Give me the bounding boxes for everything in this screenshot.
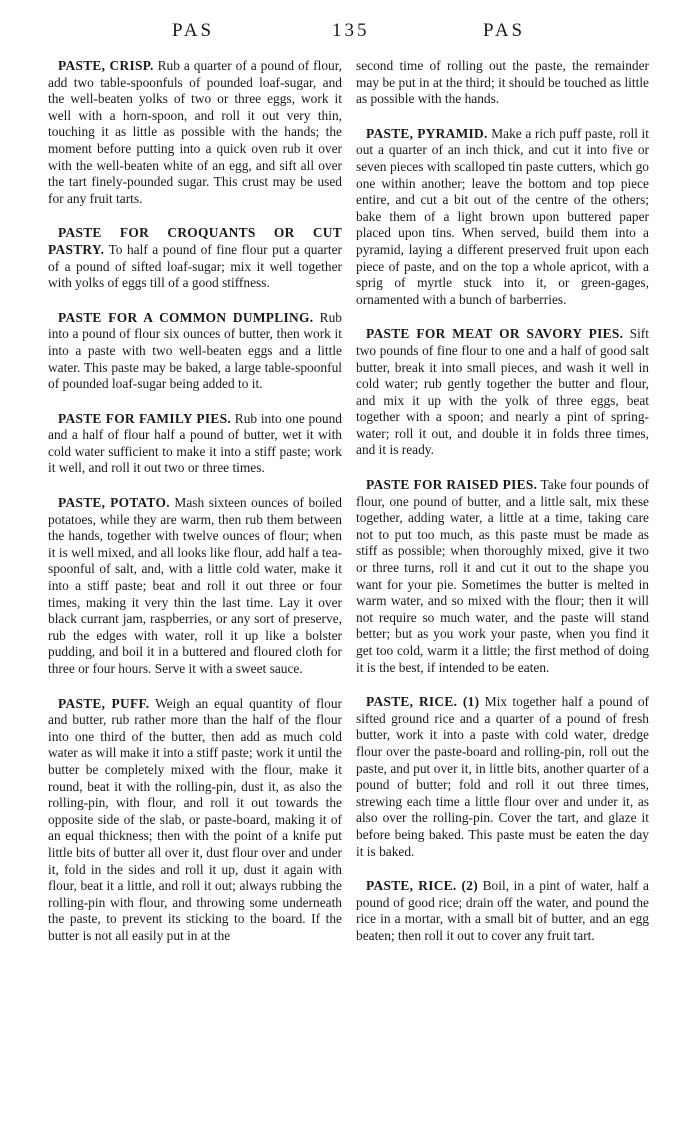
recipe-entry xyxy=(356,878,649,944)
recipe-entry xyxy=(356,694,649,860)
recipe-entry xyxy=(48,495,342,678)
header-left-word: PAS xyxy=(172,20,215,41)
recipe-entry xyxy=(356,326,649,459)
recipe-text: To half a pound of fine flour put a quarter of a pound of sifted loaf-sugar; mix it well together with yolks of eggs till of a good stiffness. xyxy=(48,241,342,291)
recipe-heading: PASTE, RICE. (1) xyxy=(366,694,480,710)
recipe-heading: PASTE, PYRAMID. xyxy=(366,125,488,141)
recipe-heading: PASTE FOR A COMMON DUMPLING. xyxy=(58,309,314,325)
recipe-entry xyxy=(48,310,342,393)
recipe-entry xyxy=(48,696,342,945)
recipe-text: Mix together half a pound of sifted ground rice and a quarter of a pound of fresh butter, work it into a paste with cold water, dredge flour over the paste-board and rolling-pin, roll out the paste, and put over it, in little bits, another quarter of a pound of butter; fold and roll it out three times, strewing each time a little flour over and under it, as also over the rolling-pin. Cover the tart, and glaze it before being baked. This paste must be eaten the day it is baked. xyxy=(356,694,650,859)
recipe-continuation xyxy=(356,58,649,108)
recipe-text: Boil, in a pint of water, half a pound of good rice; drain off the water, and pound the rice in a mortar, with a small bit of butter, and an egg beaten; then roll it out to cover any fruit tart. xyxy=(356,878,649,943)
recipe-text: Rub into a pound of flour six ounces of butter, then work it into a paste with two well-beaten eggs and a little water. This paste may be baked, a large table-spoonful of pounded loaf-sugar being added to it. xyxy=(48,309,342,392)
recipe-text: second time of rolling out the paste, the remainder may be put in at the third; it should be touched as little as possible with the hands. xyxy=(356,58,649,107)
recipe-text: Mash sixteen ounces of boiled potatoes, while they are warm, then rub them between the hands, together with twelve ounces of flour; when it is well mixed, and all looks like flour, add half a tea-spoonful of salt, and, with a little cold water, make it into a stiff paste; beat and roll it out three or four times, making it very thin the last time. Lay it over black currant jam, raspberries, or any sort of preserve, rub the edges with water, roll it up like a bolster pudding, and boil it in a buttered and floured cloth for three or four hours. Serve it with a sweet sauce. xyxy=(48,495,342,676)
recipe-heading: PASTE FOR FAMILY PIES. xyxy=(58,410,231,426)
recipe-text: Rub a quarter of a pound of flour, add two table-spoonfuls of pounded loaf-sugar, and the well-beaten yolks of two or three eggs, work it well with a horn-spoon, and roll it out very thin, touching it as little as possible with the hands; the moment before putting into a quick oven rub it over with the well-beaten white of an egg, and sift all over the tart finely-pounded sugar. This crust may be used for any fruit tarts. xyxy=(48,58,342,206)
page-number: 135 xyxy=(332,20,370,41)
recipe-text: Take four pounds of flour, one pound of butter, and a little salt, mix these together, adding water, a little at a time, taking care not to put too much, as this paste must be made as stiff as possible; when thoroughly mixed, give it two or three turns, roll it and cut it out to the shape you want for your pie. Sometimes the butter is melted in warm water, and so mixed with the flour; then it will not require so much water, and the paste will stand better; but as you work your paste, when you find it get too cold, warm it a little; the first method of doing it is the best, if intended to be eaten. xyxy=(356,477,649,675)
recipe-text: Weigh an equal quantity of flour and butter, rub rather more than the half of the flour into one third of the butter, then add as much cold water as will make it into a stiff paste; work it until the butter be completely mixed with the flour, make it round, beat it with the rolling-pin, dust it, as also the rolling-pin, with flour, and roll it out towards the opposite side of the slab, or paste-board, making it of an equal thickness; then with the point of a knife put little bits of butter all over it, dust flour over and under it, fold in the sides and roll it up, dust it again with flour, beat it a little, and roll it out; always rubbing the rolling-pin with flour, and throwing some underneath the paste, to prevent its sticking to the board. If the butter is not all easily put in at the xyxy=(48,695,342,943)
recipe-text: Sift two pounds of fine flour to one and a half of good salt butter, break it into small pieces, and wash it well in cold water; rub gently together the butter and flour, and mix it up with the yolk of three eggs, beat together with a spoon; and nearly a pint of spring-water; roll it out, and double it in folds three times, and it is ready. xyxy=(356,326,649,458)
recipe-heading: PASTE, POTATO. xyxy=(58,495,170,511)
left-column xyxy=(48,58,342,963)
recipe-heading: PASTE FOR RAISED PIES. xyxy=(366,477,538,493)
recipe-entry xyxy=(356,126,649,309)
recipe-heading: PASTE FOR MEAT OR SAVORY PIES. xyxy=(366,326,624,342)
recipe-entry xyxy=(48,58,342,207)
recipe-entry xyxy=(48,225,342,291)
recipe-text: Make a rich puff paste, roll it out a quarter of an inch thick, and cut it into five or seven pieces with scalloped tin paste cutters, which go one within another; leave the bottom and top piece entire, and cut a bit out of the centre of the others; bake them of a light brown upon buttered paper placed upon tins. When served, build them into a pyramid, laying a different preserved fruit upon each piece of paste, and on the top a whole apricot, with a sprig of myrtle stuck into it, or green-gages, ornamented with a bunch of barberries. xyxy=(356,125,649,307)
recipe-entry xyxy=(356,477,649,676)
recipe-entry xyxy=(48,411,342,477)
recipe-heading: PASTE, PUFF. xyxy=(58,695,150,711)
right-column xyxy=(356,58,649,963)
header-right-word: PAS xyxy=(483,20,526,41)
running-header xyxy=(0,20,700,50)
recipe-text: Rub into one pound and a half of flour half a pound of butter, wet it with cold water sufficient to make it into a stiff paste; work it well, and roll it out two or three times. xyxy=(48,410,342,476)
recipe-heading: PASTE, RICE. (2) xyxy=(366,878,478,894)
recipe-heading: PASTE FOR CROQUANTS OR CUT PASTRY. xyxy=(48,225,342,257)
recipe-heading: PASTE, CRISP. xyxy=(58,58,154,73)
